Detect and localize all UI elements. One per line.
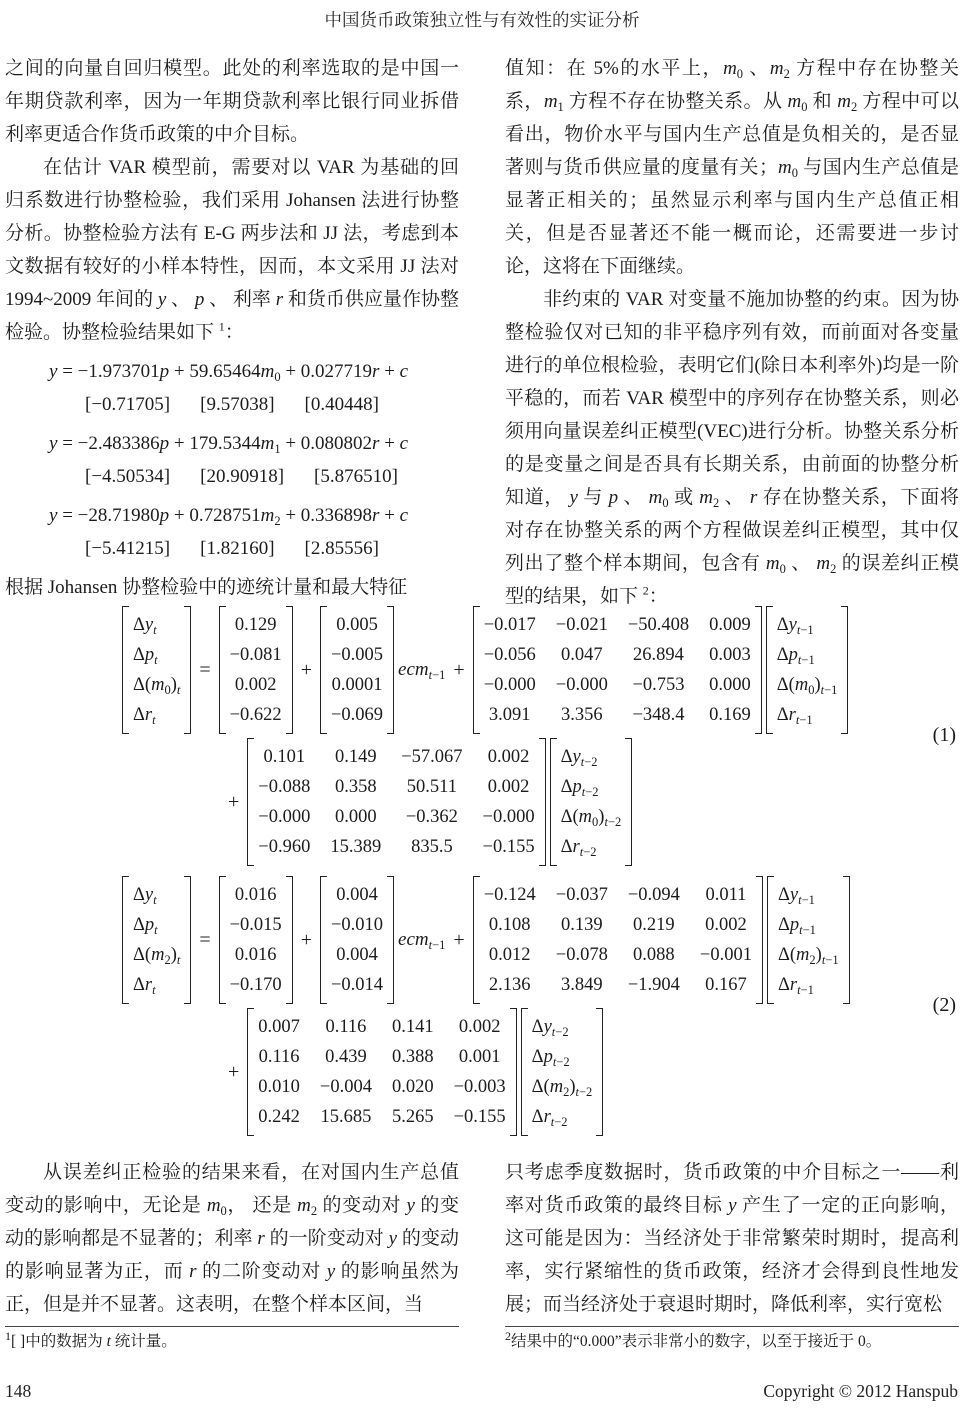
- cointegration-equation-m2: [5, 499, 459, 565]
- t-stat: [9.57038]: [200, 394, 275, 415]
- lag1-variable-vector: $\Delta y_{t-1}$ $\Delta p_{t-1}$ $\Delta(m_2)_{t-1}$ $\Delta r_{t-1}$: [767, 876, 850, 1004]
- right-column: [505, 52, 959, 610]
- equation-number: (1): [932, 724, 956, 746]
- constant-vector: 0.129 −0.081 0.002 −0.622: [219, 606, 293, 734]
- ecm-coefficient-vector: 0.004 −0.010 0.004 −0.014: [320, 876, 394, 1004]
- page-title: 中国货币政策独立性与有效性的实证分析: [324, 10, 640, 30]
- lag1-variable-vector: $\Delta y_{t-1}$ $\Delta p_{t-1}$ $\Delta(m_0)_{t-1}$ $\Delta r_{t-1}$: [766, 606, 849, 734]
- equals-sign: =: [199, 928, 211, 951]
- equation-row: [222, 1008, 964, 1136]
- paragraph: 根据 Johansen 协整检验中的迹统计量和最大特征: [5, 577, 408, 598]
- t-stat: [−0.71705]: [85, 394, 171, 415]
- constant-vector: 0.016 −0.015 0.016 −0.170: [219, 876, 293, 1004]
- lag2-coefficient-matrix: 0.101 0.149 −57.067 0.002 −0.088 0.358 50.511 0.002 −0.000 0.000 −0.362 −0.000 −0.960 15.389 835.5 −0.155: [247, 738, 545, 866]
- left-column: [5, 52, 459, 610]
- ecm-term: ecm$_{t-1}$: [398, 929, 446, 952]
- bottom-left-column: [5, 1156, 459, 1378]
- paragraph: 非约束的 VAR 对变量不施加协整的约束。因为协整检验仅对已知的非平稳序列有效，而前面对各变量进行的单位根检验，表明它们(除日本利率外)均是一阶平稳的，而若 VAR 模型中的序列存在协整关系，则必须用向量误差纠正模型(VEC)进行分析。协整关系分析的是变量之间是否具有长期关系，由前面的协整分析知道， y 与 p 、 $m_0$ 或 $m_2$ 、 r 存在协整关系，下面将对存在协整关系的两个方程做误差纠正模型，其中仅列出了整个样本期间，包含有 $m_0$ 、 $m_2$ 的误差纠正模型的结果，如下 $^2$：: [505, 289, 959, 607]
- lag2-coefficient-matrix: 0.007 0.116 0.141 0.002 0.116 0.439 0.388 0.001 0.010 −0.004 0.020 −0.003 0.242 15.685 5.265 −0.155: [247, 1008, 516, 1136]
- equation-row: [120, 876, 964, 1004]
- t-stat: [1.82160]: [200, 538, 275, 559]
- plus-sign: +: [228, 790, 240, 813]
- footnote-2: $^2$结果中的“0.000”表示非常小的数字，以至于接近于 0。: [505, 1326, 959, 1353]
- paragraph: 之间的向量自回归模型。此处的利率选取的是中国一年期贷款利率，因为一年期贷款利率比银行同业拆借利率更适合作货币政策的中介目标。: [5, 58, 459, 145]
- page-footer: [5, 1381, 958, 1402]
- paragraph: 从误差纠正检验的结果来看，在对国内生产总值变动的影响中，无论是 $m_0$， 还是 $m_2$ 的变动对 y 的变动的影响都是不显著的；利率 r 的一阶变动对 y 的变动的影响显著为正，而 r 的二阶变动对 y 的影响虽然为正，但是并不显著。这表明，在整个样本区间，当: [5, 1162, 459, 1315]
- paragraph: 值知：在 5%的水平上，$m_0$ 、$m_2$ 方程中存在协整关系，$m_1$ 方程不存在协整关系。从 $m_0$ 和 $m_2$ 方程中可以看出，物价水平与国内生产总值是负相关的，是否显著则与货币供应量的度量有关；$m_0$ 与国内生产总值是显著正相关的；虽然显示利率与国内生产总值正相关，但是否显著还不能一概而论，还需要进一步讨论，这将在下面继续。: [505, 58, 959, 277]
- equation-line: $y = -28.71980p + 0.728751m_2 + 0.336898r + c$: [49, 505, 409, 528]
- equation-row: [222, 738, 964, 866]
- bottom-two-column: [5, 1156, 959, 1378]
- t-stat: [−5.41215]: [85, 538, 171, 559]
- lag2-variable-vector: $\Delta y_{t-2}$ $\Delta p_{t-2}$ $\Delta(m_0)_{t-2}$ $\Delta r_{t-2}$: [550, 738, 633, 866]
- equation-number: (2): [932, 994, 956, 1016]
- ecm-coefficient-vector: 0.005 −0.005 0.0001 −0.069: [320, 606, 394, 734]
- equation-line: $y = -2.483386p + 179.5344m_1 + 0.080802r + c$: [49, 433, 409, 456]
- t-statistics-row: [85, 533, 459, 565]
- plus-sign: +: [300, 658, 312, 681]
- vec-equation-2: [0, 876, 964, 1136]
- paragraph: 在估计 VAR 模型前，需要对以 VAR 为基础的回归系数进行协整检验，我们采用 Johansen 法进行协整分析。协整检验方法有 E-G 两步法和 JJ 法，考虑到本文数据有较好的小样本特性，因而，本文采用 JJ 法对 1994~2009 年间的 y 、 p 、 利率 r 和货币供应量作协整检验。协整检验结果如下 $^1$：: [5, 157, 459, 343]
- lag2-variable-vector: $\Delta y_{t-2}$ $\Delta p_{t-2}$ $\Delta(m_2)_{t-2}$ $\Delta r_{t-2}$: [521, 1008, 604, 1136]
- two-column-body: [5, 52, 959, 610]
- bottom-right-column: [505, 1156, 959, 1378]
- t-statistics-row: [85, 461, 459, 493]
- paragraph: 只考虑季度数据时，货币政策的中介目标之一——利率对货币政策的最终目标 y 产生了一定的正向影响，这可能是因为：当经济处于非常繁荣时期时，提高利率，实行紧缩性的货币政策，经济才会得到良性地发展；而当经济处于衰退时期时，降低利率，实行宽松: [505, 1162, 959, 1315]
- lag1-coefficient-matrix: −0.124 −0.037 −0.094 0.011 0.108 0.139 0.219 0.002 0.012 −0.078 0.088 −0.001 2.136 3.849 −1.904 0.167: [473, 876, 763, 1004]
- equation-row: [120, 606, 964, 734]
- t-stat: [20.90918]: [200, 466, 285, 487]
- cointegration-equation-m1: [5, 427, 459, 493]
- t-stat: [5.876510]: [314, 466, 398, 487]
- footnote-1: $^1$[ ]中的数据为 t 统计量。: [5, 1326, 459, 1353]
- plus-sign: +: [228, 1060, 240, 1083]
- vec-model-equations: [0, 606, 964, 1136]
- lhs-vector: $\Delta y_t$ $\Delta p_t$ $\Delta(m_0)_t$ $\Delta r_t$: [122, 606, 191, 734]
- page-number: 148: [5, 1381, 32, 1401]
- plus-sign: +: [453, 928, 465, 951]
- plus-sign: +: [300, 928, 312, 951]
- t-stat: [−4.50534]: [85, 466, 171, 487]
- t-stat: [0.40448]: [304, 394, 379, 415]
- lag1-coefficient-matrix: −0.017 −0.021 −50.408 0.009 −0.056 0.047 26.894 0.003 −0.000 −0.000 −0.753 0.000 3.091 3.356 −348.4 0.169: [473, 606, 762, 734]
- plus-sign: +: [453, 658, 465, 681]
- lhs-vector: $\Delta y_t$ $\Delta p_t$ $\Delta(m_2)_t$ $\Delta r_t$: [122, 876, 191, 1004]
- copyright-notice: Copyright © 2012 Hanspub: [763, 1381, 958, 1401]
- equation-line: $y = -1.973701p + 59.65464m_0 + 0.027719r + c$: [49, 361, 409, 384]
- vec-equation-1: [0, 606, 964, 866]
- cointegration-equation-m0: [5, 355, 459, 421]
- ecm-term: ecm$_{t-1}$: [398, 659, 446, 682]
- equals-sign: =: [199, 658, 211, 681]
- t-stat: [2.85556]: [304, 538, 379, 559]
- t-statistics-row: [85, 389, 459, 421]
